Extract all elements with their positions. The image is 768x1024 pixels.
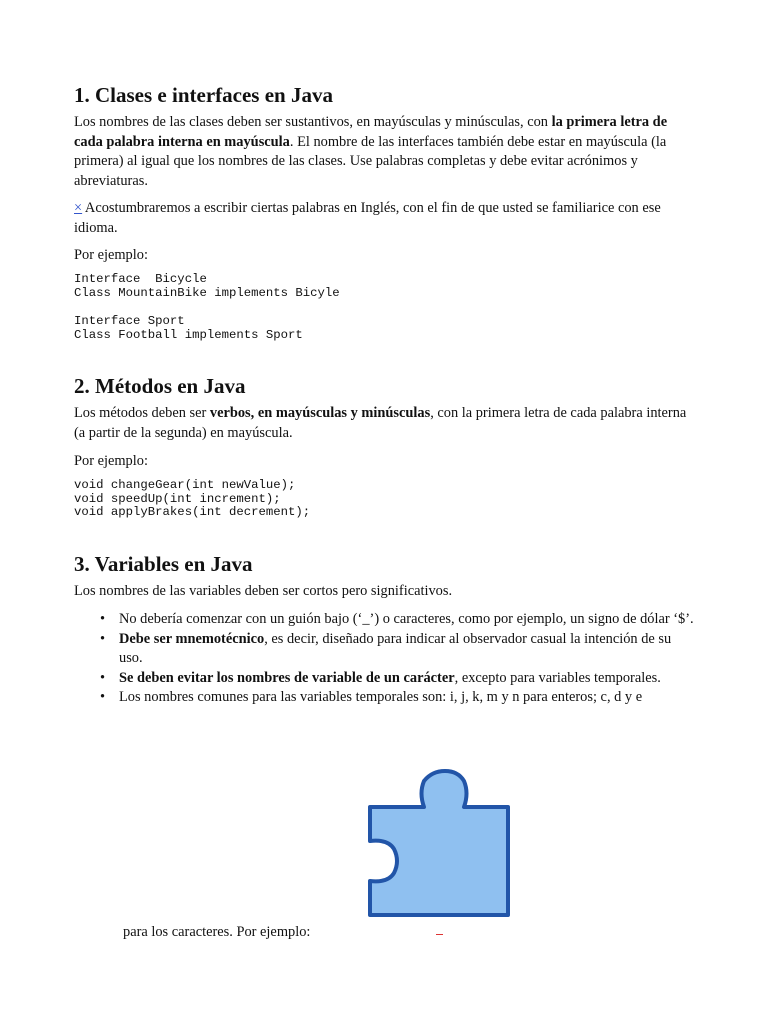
- methods-paragraph: Los métodos deben ser verbos, en mayúsculas y minúsculas, con la primera letra de cada palabra interna (a partir de la segunda) en mayúscula.: [74, 405, 687, 441]
- section-title-classes: 1. Clases e interfaces en Java: [74, 83, 333, 107]
- variables-rules-list: [74, 610, 696, 708]
- variables-paragraph: Los nombres de las variables deben ser cortos pero significativos.: [74, 583, 453, 599]
- list-item: • No debería comenzar con un guión bajo (‘_’) o caracteres, como por ejemplo, un signo de dólar ‘$’.: [119, 610, 696, 630]
- section-title-variables: 3. Variables en Java: [74, 552, 253, 576]
- language-note: × Acostumbraremos a escribir ciertas palabras en Inglés, con el fin de que usted se familiarice con ese idioma.: [74, 200, 661, 236]
- variables-trailing-text: para los caracteres. Por ejemplo:: [123, 924, 311, 940]
- list-item: • Los nombres comunes para las variables temporales son: i, j, k, m y n para enteros; c, d y e: [119, 688, 696, 708]
- red-mark: [436, 934, 443, 935]
- list-item: • Debe ser mnemotécnico, es decir, diseñado para indicar al observador casual la intención de su uso.: [119, 630, 696, 669]
- classes-paragraph: Los nombres de las clases deben ser sustantivos, en mayúsculas y minúsculas, con la primera letra de cada palabra interna en mayúscula. El nombre de las interfaces también debe estar en mayúscula (la primera) al igual que los nombres de las clases. Use palabras completas y debe evitar acrónimos y abreviaturas.: [74, 114, 668, 189]
- code-block-sport: Interface Sport Class Football implements Sport: [74, 314, 303, 342]
- broken-image-icon[interactable]: ×: [74, 200, 83, 216]
- code-block-bicycle: Interface Bicycle Class MountainBike implements Bicyle: [74, 272, 340, 300]
- puzzle-piece-icon: [366, 769, 512, 919]
- code-block-methods: void changeGear(int newValue); void speedUp(int increment); void applyBrakes(int decrement);: [74, 478, 311, 520]
- example-label: Por ejemplo:: [74, 453, 148, 469]
- example-label: Por ejemplo:: [74, 247, 148, 263]
- section-title-methods: 2. Métodos en Java: [74, 374, 246, 398]
- list-item: • Se deben evitar los nombres de variable de un carácter, excepto para variables temporales.: [119, 669, 696, 689]
